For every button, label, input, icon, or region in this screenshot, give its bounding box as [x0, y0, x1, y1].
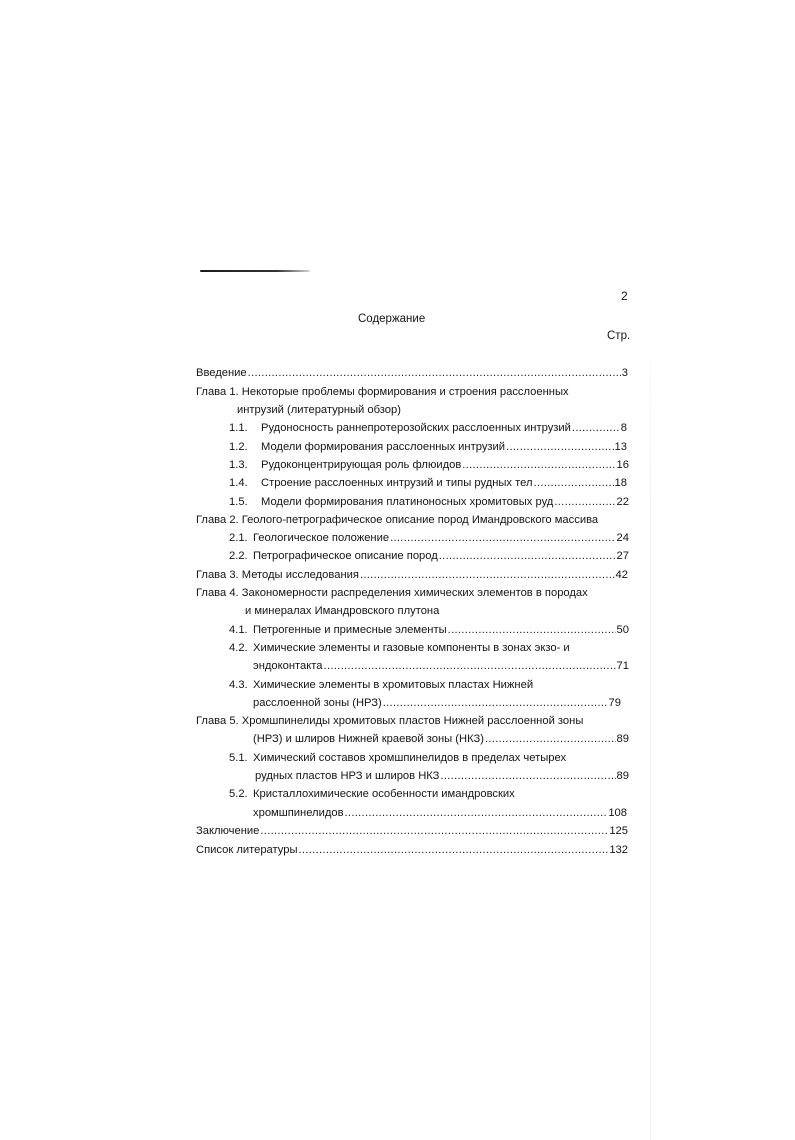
toc-entry-text: Химический составов хромшпинелидов в пределах четырех — [253, 752, 567, 764]
toc-leader-dots — [360, 568, 615, 582]
toc-entry-5-1-line2 — [255, 769, 629, 785]
toc-entry-page: 42 — [615, 569, 628, 581]
toc-entry-text: хромшпинелидов — [253, 807, 344, 819]
toc-entry-5-2-line1 — [229, 787, 515, 801]
toc-entry-page: 24 — [616, 532, 629, 544]
toc-entry-5-1-line1 — [229, 751, 566, 765]
toc-entry-4-3-line1 — [229, 678, 533, 692]
pages-column-label: Стр. — [607, 330, 631, 342]
toc-entry-number: 1.5. — [229, 496, 248, 508]
toc-entry-text: Список литературы — [196, 844, 298, 856]
toc-chapter-2-heading: Глава 2. Геолого-петрографическое описание пород Имандровского массива — [196, 514, 599, 526]
toc-entry-page: 89 — [616, 770, 629, 782]
toc-leader-dots — [572, 421, 620, 435]
toc-entry-text: Химические элементы и газовые компоненты в зонах экзо- и — [253, 642, 570, 654]
toc-leader-dots — [248, 366, 621, 380]
page-title: Содержание — [358, 313, 426, 325]
toc-entry-text: (НРЗ) и шлиров Нижней краевой зоны (НКЗ) — [253, 733, 484, 745]
toc-entry-page: 8 — [620, 422, 627, 434]
toc-entry-page: 18 — [614, 477, 627, 489]
toc-entry-2-2 — [229, 549, 629, 565]
toc-entry-references — [196, 843, 628, 859]
toc-leader-dots — [462, 458, 615, 472]
toc-chapter-1-heading: Глава 1. Некоторые проблемы формирования и строения расслоенных — [196, 386, 569, 398]
toc-leader-dots — [448, 623, 616, 637]
toc-entry-text: Рудоконцентрирующая роль флюидов — [261, 459, 462, 471]
toc-chapter-3 — [196, 568, 628, 584]
toc-leader-dots — [439, 549, 616, 563]
toc-entry-1-4 — [229, 476, 627, 492]
toc-leader-dots — [260, 824, 608, 838]
toc-leader-dots — [440, 769, 615, 783]
toc-entry-number: 1.3. — [229, 459, 248, 471]
toc-entry-4-2-line2 — [253, 659, 629, 675]
toc-entry-text: Строение расслоенных интрузий и типы рудных тел — [261, 477, 533, 489]
toc-entry-text: Петрографическое описание пород — [253, 550, 438, 562]
toc-entry-page: 71 — [616, 660, 629, 672]
toc-entry-conclusion — [196, 824, 628, 840]
toc-entry-number: 4.1. — [229, 624, 248, 636]
toc-chapter-5-heading: Глава 5. Хромшпинелиды хромитовых пластов Нижней расслоенной зоны — [196, 715, 584, 727]
toc-entry-page: 89 — [616, 733, 629, 745]
toc-entry-text: эндоконтакта — [253, 660, 323, 672]
toc-leader-dots — [534, 476, 614, 490]
toc-entry-text: Модели формирования платиноносных хромитовых руд — [261, 496, 554, 508]
toc-entry-4-3-line2 — [253, 696, 621, 712]
toc-leader-dots — [506, 440, 613, 454]
toc-entry-4-2-line1 — [229, 641, 570, 655]
toc-entry-page: 125 — [609, 825, 628, 837]
toc-entry-4-1 — [229, 623, 629, 639]
toc-entry-text: расслоенной зоны (НРЗ) — [253, 697, 382, 709]
toc-entry-text: Химические элементы в хромитовых пластах Нижней — [253, 679, 534, 691]
toc-entry-number: 1.4. — [229, 477, 248, 489]
toc-entry-page: 79 — [608, 697, 621, 709]
toc-entry-page: 132 — [609, 844, 628, 856]
toc-entry-text: рудных пластов НРЗ и шлиров НКЗ — [255, 770, 440, 782]
toc-entry-1-3 — [229, 458, 629, 474]
toc-chapter-1-heading-cont: интрузий (литературный обзор) — [237, 404, 401, 416]
toc-entry-1-5 — [229, 495, 629, 511]
toc-entry-text: Введение — [196, 367, 247, 379]
toc-entry-page: 108 — [608, 807, 627, 819]
toc-entry-text: Кристаллохимические особенности имандровских — [253, 788, 515, 800]
toc-entry-page: 3 — [621, 367, 628, 379]
toc-entry-page: 13 — [614, 441, 627, 453]
toc-entry-page: 22 — [616, 496, 629, 508]
toc-entry-page: 16 — [616, 459, 629, 471]
page-number: 2 — [621, 289, 628, 303]
toc-leader-dots — [299, 843, 609, 857]
toc-entry-number: 1.2. — [229, 441, 248, 453]
toc-entry-number: 2.2. — [229, 550, 248, 562]
toc-entry-text: Петрогенные и примесные элементы — [253, 624, 447, 636]
toc-leader-dots — [324, 659, 616, 673]
toc-entry-text: Рудоносность раннепротерозойских расслоенных интрузий — [261, 422, 571, 434]
toc-entry-number: 5.1. — [229, 752, 248, 764]
toc-entry-number: 2.1. — [229, 532, 248, 544]
toc-leader-dots — [554, 495, 615, 509]
toc-entry-text: Заключение — [196, 825, 260, 837]
toc-entry-page: 50 — [616, 624, 629, 636]
toc-chapter-4-heading-cont: и минералах Имандровского плутона — [245, 605, 440, 617]
toc-entry-number: 5.2. — [229, 788, 248, 800]
toc-entry-5-2-line2 — [253, 806, 627, 822]
toc-entry-text: Глава 3. Методы исследования — [196, 569, 359, 581]
toc-chapter-4-heading: Глава 4. Закономерности распределения химических элементов в породах — [196, 587, 588, 599]
toc-entry-1-2 — [229, 440, 627, 456]
toc-leader-dots — [383, 696, 608, 710]
toc-leader-dots — [485, 732, 616, 746]
scan-artifact-line — [200, 270, 310, 272]
toc-leader-dots — [345, 806, 608, 820]
toc-entry-text: Геологическое положение — [253, 532, 390, 544]
toc-leader-dots — [390, 531, 615, 545]
toc-entry-page: 27 — [616, 550, 629, 562]
toc-chapter-5-heading-cont — [253, 732, 629, 748]
toc-entry-1-1 — [229, 421, 627, 437]
toc-entry-number: 1.1. — [229, 422, 248, 434]
toc-entry-number: 4.3. — [229, 679, 248, 691]
scan-edge-shadow — [650, 280, 651, 1140]
toc-entry-intro — [196, 366, 628, 382]
toc-entry-text: Модели формирования расслоенных интрузий — [261, 441, 506, 453]
toc-entry-number: 4.2. — [229, 642, 248, 654]
toc-entry-2-1 — [229, 531, 629, 547]
